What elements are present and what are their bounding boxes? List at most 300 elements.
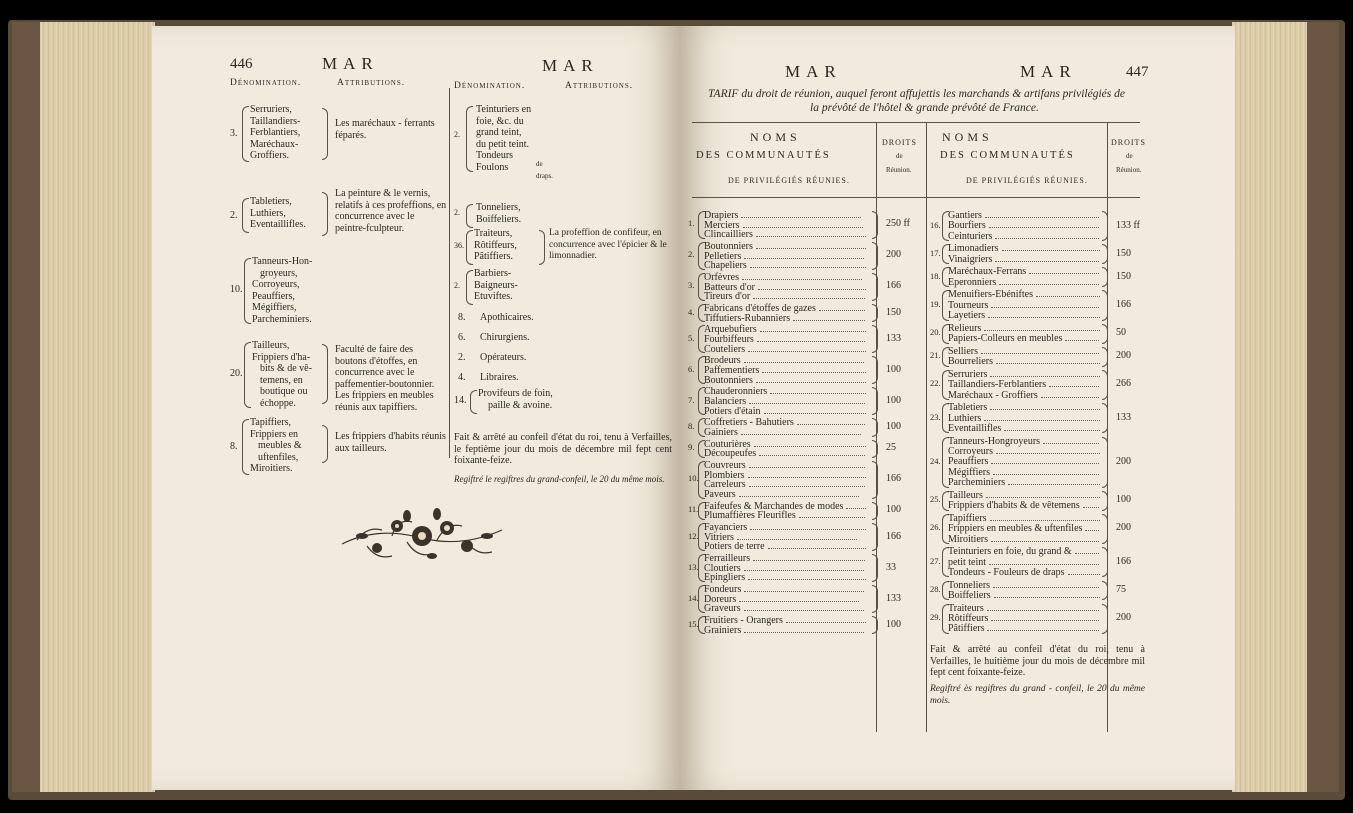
entry-number: 3. xyxy=(230,128,238,139)
row-value: 100 xyxy=(886,394,901,406)
entry-name: Tonneliers, xyxy=(476,202,521,213)
running-header: MAR xyxy=(542,56,599,75)
row-name xyxy=(704,229,866,241)
right-brace xyxy=(322,192,328,236)
leader-dots xyxy=(994,590,1100,598)
row-name-text: Tanneurs-Hongroyeurs xyxy=(948,435,1041,447)
row-value: 25 xyxy=(886,442,896,454)
row-name-text: Potiers d'étain xyxy=(704,405,761,417)
entry-name: Frippiers en xyxy=(250,428,299,440)
leader-dots xyxy=(749,460,866,468)
row-number: 6. xyxy=(688,363,695,374)
row-name-text: Pâtiffiers xyxy=(948,623,985,635)
entry-name: Tanneurs-Hon- xyxy=(252,256,313,267)
tariff-title: la prévôté de l'hôtel & grande prévôté de France. xyxy=(810,102,1039,114)
leader-dots xyxy=(984,323,1100,331)
entry-number: 2. xyxy=(454,208,460,217)
leader-dots xyxy=(990,402,1100,410)
row-name-text: Orfèvres xyxy=(704,272,739,283)
row-name xyxy=(948,534,1100,546)
right-brace xyxy=(1102,437,1108,488)
running-header: MAR xyxy=(785,62,842,81)
leader-dots xyxy=(742,272,862,280)
page-number: 447 xyxy=(1126,64,1149,80)
entry-attribution: La peinture & le vernis, relatifs à ces profeffions, en concurrence avec le peintre-fculpteur. xyxy=(335,188,447,234)
leader-dots xyxy=(739,594,859,602)
leader-dots xyxy=(981,346,1100,354)
row-name-text: Limonadiers xyxy=(948,243,999,255)
entry-attribution: Les frippiers d'habits réunis aux tailleurs. xyxy=(335,431,446,454)
entry xyxy=(458,312,534,324)
left-page xyxy=(152,26,680,790)
entry-number: 8. xyxy=(230,441,238,452)
entry-name: Pâtiffiers. xyxy=(474,251,513,262)
entry-name: paille & avoine. xyxy=(488,399,553,411)
leader-dots xyxy=(770,386,866,394)
leader-dots xyxy=(987,603,1100,611)
row-number: 29. xyxy=(930,612,941,623)
row-name-text: Tailleurs xyxy=(948,489,983,501)
leader-dots xyxy=(749,479,866,487)
leader-dots xyxy=(1075,546,1100,554)
left-brace xyxy=(242,106,249,162)
entry-number: 14. xyxy=(454,395,467,406)
leader-dots xyxy=(846,501,866,509)
page-edges-left xyxy=(40,22,155,792)
row-name xyxy=(948,277,1100,289)
entry-name: Boiffeliers. xyxy=(476,213,522,225)
row-value: 266 xyxy=(1116,378,1131,390)
right-brace xyxy=(872,418,878,436)
row-name xyxy=(704,603,866,615)
right-brace xyxy=(1102,547,1108,577)
row-name-text: Balanciers xyxy=(704,396,747,407)
row-name xyxy=(704,260,866,272)
entry-number: 2. xyxy=(230,210,238,221)
row-name-text: Paveurs xyxy=(704,489,736,500)
row-number: 23. xyxy=(930,411,941,422)
leader-dots xyxy=(999,277,1100,285)
closing-paragraph: Fait & arrêté au confeil d'état du roi, tenu à Verfailles, le feptième jour du mois de décembre mil fept cent foixante-feize. xyxy=(454,432,672,466)
entry-name: Provifeurs de foin, xyxy=(478,388,553,399)
row-number: 26. xyxy=(930,522,941,533)
left-brace xyxy=(244,258,251,324)
leader-dots xyxy=(995,254,1100,262)
row-value: 133 xyxy=(886,332,901,344)
entry-name: boutique ou xyxy=(260,386,308,397)
row-name-text: Paffementiers xyxy=(704,365,760,376)
table-header: Réunion. xyxy=(886,166,912,174)
left-brace xyxy=(466,230,473,265)
entry-name: Serruriers, xyxy=(250,104,292,115)
right-brace xyxy=(872,211,878,239)
row-name xyxy=(948,567,1100,579)
row-number: 22. xyxy=(930,378,941,389)
leader-dots xyxy=(799,510,866,518)
entry-name: Libraires. xyxy=(480,372,519,383)
right-brace xyxy=(1102,370,1108,400)
row-name-text: Tireurs d'or xyxy=(704,291,751,303)
row-value: 166 xyxy=(886,530,901,542)
row-name-text: Maréchaux - Groffiers xyxy=(948,389,1038,401)
row-value: 100 xyxy=(886,504,901,516)
leader-dots xyxy=(744,584,864,592)
row-name-text: Batteurs d'or xyxy=(704,281,755,293)
leader-dots xyxy=(1002,243,1100,251)
leader-dots xyxy=(1004,423,1100,431)
entry-attribution: La profeffion de confifeur, en concurrence avec l'épicier & le limonnadier. xyxy=(549,228,667,261)
leader-dots xyxy=(1065,333,1100,341)
row-name-text: Fourbiffeurs xyxy=(704,334,754,345)
entry-number: 6. xyxy=(458,332,466,343)
row-name xyxy=(704,344,866,356)
row-name-text: Papiers-Colleurs en meubles xyxy=(948,333,1063,345)
row-number: 2. xyxy=(688,249,695,260)
leader-dots xyxy=(741,210,861,218)
leader-dots xyxy=(739,489,859,497)
right-brace xyxy=(872,461,878,498)
leader-dots xyxy=(760,324,866,332)
row-number: 5. xyxy=(688,332,695,343)
leader-dots xyxy=(985,210,1100,218)
entry-name: Groffiers. xyxy=(250,150,289,161)
row-name-text: Pelletiers xyxy=(704,250,742,262)
row-number: 3. xyxy=(688,280,695,291)
row-name-text: Traiteurs xyxy=(948,602,984,614)
leader-dots xyxy=(756,375,866,383)
row-value: 200 xyxy=(1116,455,1131,467)
entry-name: meubles & xyxy=(258,440,302,451)
row-name xyxy=(704,406,866,418)
leader-dots xyxy=(990,369,1100,377)
leader-dots xyxy=(793,313,866,321)
row-value: 100 xyxy=(886,363,901,375)
entry-name: Traiteurs, xyxy=(474,228,513,239)
row-value: 166 xyxy=(1116,555,1131,567)
row-name-text: Corroyeurs xyxy=(948,446,993,457)
row-name-text: Plumaffières Fleurifles xyxy=(704,510,796,522)
leader-dots xyxy=(744,603,864,611)
right-brace xyxy=(872,585,878,613)
row-name xyxy=(948,310,1100,322)
right-brace xyxy=(1102,514,1108,544)
row-name-text: Layetiers xyxy=(948,310,986,322)
left-brace xyxy=(466,270,473,305)
row-name xyxy=(704,510,866,522)
table-header: DROITS xyxy=(882,138,917,147)
row-number: 4. xyxy=(688,306,695,317)
entry-name: Eventaillifles. xyxy=(250,219,306,230)
row-name xyxy=(704,448,866,460)
entry-name: Tailleurs, xyxy=(252,340,290,351)
row-value: 100 xyxy=(1116,494,1131,506)
entry-number: 4. xyxy=(458,372,466,383)
leader-dots xyxy=(750,260,866,268)
entry-name: Foulons xyxy=(476,161,509,173)
row-value: 200 xyxy=(1116,612,1131,624)
leader-dots xyxy=(986,490,1100,498)
row-name xyxy=(948,390,1100,402)
row-name-text: Brodeurs xyxy=(704,355,741,367)
column-rule xyxy=(449,88,450,458)
row-value: 100 xyxy=(886,618,901,630)
entry-name: Peauffiers, xyxy=(252,290,295,302)
entry-name: échoppe. xyxy=(260,397,296,409)
row-name xyxy=(704,541,866,553)
table-header: DES COMMUNAUTÉS xyxy=(940,150,1075,161)
left-brace xyxy=(466,204,473,228)
row-name-text: Coffretiers - Bahutiers xyxy=(704,417,794,429)
right-brace xyxy=(872,502,878,520)
row-name-text: Epingliers xyxy=(704,572,746,584)
left-brace xyxy=(242,419,249,475)
row-value: 100 xyxy=(886,421,901,432)
leader-dots xyxy=(1029,266,1100,274)
row-name xyxy=(704,291,866,303)
row-number: 8. xyxy=(688,421,695,431)
entry-note: de draps. xyxy=(536,160,553,180)
entry-name: Mégiffiers, xyxy=(252,302,297,313)
entry-name: Tondeurs xyxy=(476,150,514,161)
row-name xyxy=(704,427,866,439)
entry xyxy=(458,372,519,384)
leader-dots xyxy=(768,541,866,549)
right-brace xyxy=(872,356,878,384)
leader-dots xyxy=(749,396,866,404)
entry-name: bits & de vê- xyxy=(260,363,312,374)
column-head: Dénomination. xyxy=(230,78,302,88)
row-name-text: Découpeufes xyxy=(704,448,757,460)
row-value: 150 xyxy=(1116,247,1131,259)
row-name xyxy=(704,313,866,325)
right-brace xyxy=(322,108,328,160)
entry-name: uftenfiles, xyxy=(258,451,299,463)
leader-dots xyxy=(991,613,1100,621)
leader-dots xyxy=(1085,523,1100,531)
entry-name: Tapiffiers, xyxy=(250,417,292,428)
row-name-text: Tapiffiers xyxy=(948,512,987,524)
row-name-text: Taillandiers-Ferblantiers xyxy=(948,379,1047,391)
leader-dots xyxy=(754,439,866,447)
row-name-text: Grainiers xyxy=(704,624,742,636)
right-brace xyxy=(872,304,878,322)
entry-number: 36. xyxy=(454,241,464,250)
row-name-text: Potiers de terre xyxy=(704,541,765,553)
row-name-text: Luthiers xyxy=(948,412,982,424)
leader-dots xyxy=(995,231,1100,239)
row-name-text: Bourreliers xyxy=(948,356,993,368)
row-number: 14. xyxy=(688,592,699,603)
leader-dots xyxy=(1049,379,1100,387)
row-name-text: Tonneliers xyxy=(948,579,991,591)
row-name-text: Teinturiers en foie, du grand & xyxy=(948,546,1072,558)
entry-number: 10. xyxy=(230,284,243,295)
entry-name: Rôtiffeurs, xyxy=(474,239,517,251)
row-number: 11. xyxy=(688,504,699,515)
right-brace xyxy=(872,616,878,634)
entry-name: grand teint, xyxy=(476,127,522,138)
table-header: DROITS xyxy=(1111,138,1146,147)
left-brace xyxy=(470,390,477,414)
entry-name: du petit teint. xyxy=(476,138,530,150)
row-name xyxy=(948,423,1100,435)
row-value: 133 ff xyxy=(1116,219,1140,231)
table-rule xyxy=(692,122,1140,123)
row-name-text: Fayanciers xyxy=(704,522,748,534)
table-rule xyxy=(692,197,1140,198)
row-name xyxy=(704,375,866,387)
row-number: 15. xyxy=(688,618,699,629)
row-name xyxy=(948,333,1100,345)
leader-dots xyxy=(743,220,863,228)
row-name-text: Selliers xyxy=(948,345,978,357)
leader-dots xyxy=(1036,289,1100,297)
leader-dots xyxy=(756,241,866,249)
row-name-text: Chauderonniers xyxy=(704,386,768,398)
row-name xyxy=(948,356,1100,368)
leader-dots xyxy=(1068,567,1101,575)
row-name-text: Arquebufiers xyxy=(704,324,757,336)
right-brace xyxy=(1102,604,1108,634)
row-value: 75 xyxy=(1116,584,1126,595)
row-name-text: Eventaillifles xyxy=(948,423,1002,434)
row-name-text: Couvreurs xyxy=(704,460,746,472)
right-page xyxy=(680,26,1235,790)
leader-dots xyxy=(991,300,1100,308)
row-value: 133 xyxy=(1116,411,1131,423)
row-name-text: Miroitiers xyxy=(948,533,988,545)
entry-name: Baigneurs- xyxy=(474,279,518,291)
entry-number: 2. xyxy=(454,281,460,290)
entry-name: temens, en xyxy=(260,374,303,386)
row-value: 166 xyxy=(886,473,901,485)
registration-note: Regiftré le regiftres du grand-confeil, le 20 du même mois. xyxy=(454,474,665,484)
row-name-text: Plombiers xyxy=(704,469,745,481)
leader-dots xyxy=(993,580,1100,588)
floral-ornament-icon xyxy=(337,496,507,576)
row-name-text: Ceinturiers xyxy=(948,230,993,242)
left-brace xyxy=(244,342,251,408)
page-number: 446 xyxy=(230,56,253,72)
row-name-text: Faifeufes & Marchandes de modes xyxy=(704,500,844,512)
leader-dots xyxy=(996,356,1100,364)
table-header: DES COMMUNAUTÉS xyxy=(696,150,831,161)
row-name xyxy=(948,477,1100,489)
entry-name: Teinturiers en xyxy=(476,104,532,115)
right-brace xyxy=(872,554,878,582)
running-header: MAR xyxy=(322,54,379,73)
entry-name: Tabletiers, xyxy=(250,196,292,207)
entry-name: Miroitiers. xyxy=(250,463,293,474)
row-name-text: Clincailliers xyxy=(704,229,753,241)
row-name-text: Boutonniers xyxy=(704,241,753,252)
row-name-text: Menuifiers-Ebéniftes xyxy=(948,289,1033,301)
leader-dots xyxy=(762,365,866,373)
page-edges-right xyxy=(1232,22,1307,792)
row-name-text: Peauffiers xyxy=(948,456,989,468)
row-number: 16. xyxy=(930,219,941,230)
registration-note: Regiftré ès regiftres du grand - confeil, le 20 du même mois. xyxy=(930,684,1145,706)
leader-dots xyxy=(797,417,866,425)
row-name xyxy=(948,590,1100,602)
right-brace xyxy=(1102,491,1108,511)
book-cover-left xyxy=(12,22,42,792)
tariff-title: TARIF du droit de réunion, auquel feront affujettis les marchands & artifans privilégiés de xyxy=(708,88,1125,100)
table-header: de xyxy=(896,152,903,160)
row-number: 28. xyxy=(930,584,941,594)
row-number: 24. xyxy=(930,455,941,466)
row-name-text: Rôtiffeurs xyxy=(948,613,989,624)
right-brace xyxy=(1102,211,1108,241)
entry-name: Etuviftes. xyxy=(474,291,513,302)
row-name-text: Tiffutiers-Rubanniers xyxy=(704,312,791,324)
leader-dots xyxy=(987,623,1100,631)
entry-name: Ferblantiers, xyxy=(250,127,301,138)
row-name xyxy=(704,625,866,637)
row-number: 27. xyxy=(930,555,941,566)
row-name xyxy=(948,500,1100,512)
right-brace xyxy=(872,325,878,353)
row-name-text: Fondeurs xyxy=(704,584,742,596)
leader-dots xyxy=(990,513,1100,521)
leader-dots xyxy=(756,229,866,237)
row-name-text: Vinaigriers xyxy=(948,253,993,265)
row-name-text: Frippiers en meubles & uftenfiles xyxy=(948,523,1083,535)
closing-paragraph: Fait & arrêté au confeil d'état du roi, tenu à Verfailles, le huitième jour du mois de décembre mil fept cent foixante-feize. xyxy=(930,644,1145,678)
right-brace xyxy=(872,273,878,301)
entry-name: Luthiers, xyxy=(250,207,286,219)
book-cover-right xyxy=(1305,22,1339,792)
row-number: 10. xyxy=(688,473,699,484)
leader-dots xyxy=(757,334,866,342)
entry-number: 20. xyxy=(230,368,243,379)
leader-dots xyxy=(758,282,866,290)
table-header: Réunion. xyxy=(1116,166,1142,174)
right-brace xyxy=(1102,324,1108,344)
entry-attribution: Faculté de faire des boutons d'étoffes, en concurrence avec le paffementier-boutonnier. Les frippiers en meubles réunis aux tapiffiers. xyxy=(335,344,435,413)
row-number: 9. xyxy=(688,442,695,453)
leader-dots xyxy=(996,446,1100,454)
row-name-text: Chapeliers xyxy=(704,260,747,272)
column-head: Attributions. xyxy=(337,78,406,88)
row-name-text: Carreleurs xyxy=(704,479,746,491)
row-name-text: Cloutiers xyxy=(704,562,741,574)
row-value: 200 xyxy=(1116,522,1131,534)
leader-dots xyxy=(819,303,866,311)
row-name-text: Tabletiers xyxy=(948,402,988,414)
leader-dots xyxy=(748,344,866,352)
row-name-text: Eperonniers xyxy=(948,276,997,288)
leader-dots xyxy=(748,572,866,580)
row-value: 33 xyxy=(886,561,896,573)
right-brace xyxy=(872,523,878,551)
leader-dots xyxy=(744,625,864,633)
row-number: 17. xyxy=(930,247,941,258)
leader-dots xyxy=(991,456,1100,464)
row-value: 166 xyxy=(1116,299,1131,310)
row-number: 19. xyxy=(930,299,941,309)
leader-dots xyxy=(753,291,866,299)
row-name-text: Fabricans d'étoffes de gazes xyxy=(704,303,816,314)
right-brace xyxy=(1102,347,1108,367)
leader-dots xyxy=(1083,500,1100,508)
row-name-text: Merciers xyxy=(704,219,740,231)
entry xyxy=(458,332,530,344)
left-brace xyxy=(466,106,473,172)
row-value: 200 xyxy=(1116,350,1131,362)
leader-dots xyxy=(991,534,1100,542)
entry-name: Opérateurs. xyxy=(480,352,527,363)
